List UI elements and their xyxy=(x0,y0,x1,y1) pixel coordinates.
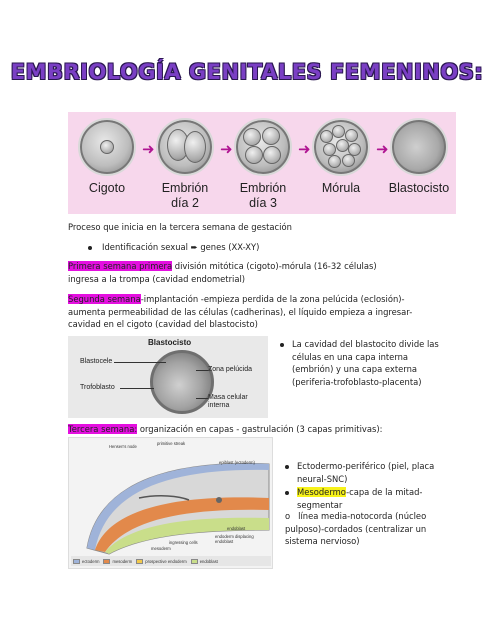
week1-text: división mitótica (cigoto)-mórula (16-32 células) ingresa a la trompa (cavidad endometrial) xyxy=(68,261,377,284)
page-title: EMBRIOLOGÍA GENITALES FEMENINOS: xyxy=(10,60,484,84)
bullet-dot xyxy=(285,491,289,495)
intro-text: Proceso que inicia en la tercera semana de gestación xyxy=(68,222,292,232)
ectodermo-text: Ectodermo-periférico (piel, placa neural-SNC) xyxy=(297,461,435,484)
notocorda-text: línea media-notocorda (núcleo pulposo)-cordados (centralizar un sistema nervioso) xyxy=(285,511,427,546)
label-zona-pelucida: Zona pelúcida xyxy=(208,366,252,373)
stage-label-blastocisto: Blastocisto xyxy=(388,181,450,195)
mesodermo-label: Mesodermo xyxy=(297,487,347,497)
blastocyst-illustration xyxy=(150,350,214,414)
arrow-right-icon: ➜ xyxy=(376,140,389,158)
gastrulation-figure xyxy=(68,437,273,569)
week2-paragraph xyxy=(68,293,418,331)
bullet-sexual-text: Identificación sexual ➨ genes (XX-XY) xyxy=(102,242,260,252)
label-hensens-node: Hensen's node xyxy=(109,444,137,449)
legend-prospective-endoderm: prospective endoderm xyxy=(136,559,186,564)
label-epiblast: epiblast (ectoderm) xyxy=(219,460,255,465)
arrow-right-icon: ➜ xyxy=(220,140,233,158)
morula-image xyxy=(312,118,370,176)
label-masa-celular: Masa celular interna xyxy=(208,394,248,409)
week2-text: -implantación -empieza perdida de la zona pelúcida (eclosión)-aumenta permeabilidad de las células (cadherinas), el líquido empieza a ingresar-cavidad en el cigoto (cavidad del blastocisto) xyxy=(68,294,413,329)
label-trofoblasto: Trofoblasto xyxy=(80,384,115,391)
arrow-right-icon: ➜ xyxy=(142,140,155,158)
bullet-ectodermo xyxy=(285,460,445,485)
label-primitive-streak: primitive streak xyxy=(157,441,186,446)
week3-paragraph xyxy=(68,423,408,436)
week3-text: organización en capas - gastrulación (3 capas primitivas): xyxy=(137,424,383,434)
bullet-dot xyxy=(280,343,284,347)
sub-bullet-notocorda xyxy=(285,510,447,548)
stage-label-cigoto: Cigoto xyxy=(88,181,126,195)
embryo-stages-banner xyxy=(68,112,456,214)
label-blastocele: Blastocele xyxy=(80,358,113,365)
blastocyst-note-text: La cavidad del blastocito divide las células en una capa interna (embrión) y una capa externa (periferia-trofoblasto-placenta) xyxy=(292,339,439,387)
legend-mesoderm: mesoderm xyxy=(103,559,132,564)
legend-ectoderm: ectoderm xyxy=(73,559,99,564)
stage-label-embrion-dia3: Embrión día 3 xyxy=(239,181,287,210)
blastocyst-figure xyxy=(68,336,268,418)
arrow-right-icon: ➜ xyxy=(298,140,311,158)
bullet-mesodermo xyxy=(285,486,445,511)
gastrulation-legend xyxy=(71,556,271,566)
label-endoblast: endoblast xyxy=(227,526,246,531)
zygote-image xyxy=(78,118,136,176)
embryo-day3-image xyxy=(234,118,292,176)
week1-label: Primera semana primera xyxy=(68,261,173,271)
blastocyst-note xyxy=(280,338,440,388)
blastocyst-image xyxy=(390,118,448,176)
bullet-sexual-identification xyxy=(88,241,388,254)
legend-endoblast: endoblast xyxy=(191,559,218,564)
stage-label-morula: Mórula xyxy=(321,181,361,195)
week2-label: Segunda semana xyxy=(68,294,141,304)
embryo-day2-image xyxy=(156,118,214,176)
mesodermo-text: -capa de la mitad-segmentar xyxy=(297,487,423,510)
week3-label: Tercera semana: xyxy=(68,424,138,434)
label-mesoderm: mesoderm xyxy=(151,546,171,551)
sub-bullet-marker: o xyxy=(285,511,291,521)
label-ingressing-cells: ingressing cells xyxy=(169,540,198,545)
label-endoderm-displacing: endoderm displacing endoblast xyxy=(215,534,254,544)
blastocyst-figure-title: Blastocisto xyxy=(148,338,192,347)
week1-paragraph xyxy=(68,260,408,285)
bullet-dot xyxy=(285,465,289,469)
stage-label-embrion-dia2: Embrión día 2 xyxy=(161,181,209,210)
bullet-dot xyxy=(88,246,92,250)
